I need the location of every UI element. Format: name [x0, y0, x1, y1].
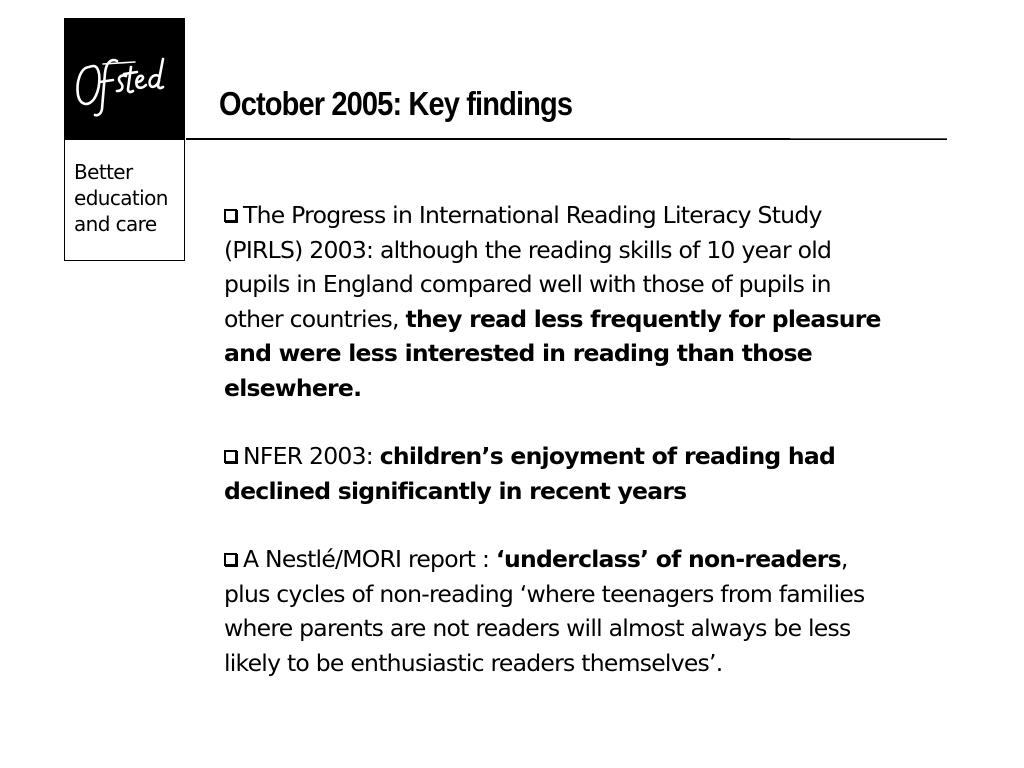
- logo-tagline: [74, 159, 182, 237]
- tagline-line: and care: [74, 212, 157, 236]
- finding-text: ,: [840, 545, 848, 573]
- finding-text: NFER 2003:: [243, 442, 380, 470]
- finding-nfer: [224, 439, 972, 508]
- title-divider-end: [790, 138, 947, 139]
- finding-emphasis: and were less interested in reading than those: [224, 339, 812, 367]
- slide-title: October 2005: Key findings: [219, 85, 573, 122]
- checkbox-square-icon: [224, 209, 237, 222]
- ofsted-logo: [64, 18, 185, 261]
- finding-text: pupils in England compared well with those of pupils in: [224, 270, 831, 298]
- finding-emphasis: children’s enjoyment of reading had: [379, 442, 836, 470]
- finding-emphasis: they read less frequently for pleasure: [405, 304, 881, 333]
- checkbox-square-icon: [224, 553, 237, 566]
- tagline-line: Better: [74, 160, 133, 184]
- finding-text: likely to be enthusiastic readers themselves’.: [224, 648, 723, 677]
- ofsted-wordmark: [73, 49, 177, 119]
- logo-black-panel: [65, 19, 184, 140]
- tagline-line: education: [74, 186, 168, 210]
- finding-text: The Progress in International Reading Literacy Study: [243, 201, 822, 229]
- finding-text: A Nestlé/MORI report :: [243, 545, 496, 573]
- checkbox-square-icon: [224, 450, 237, 463]
- finding-text: plus cycles of non-reading ‘where teenagers from families: [224, 579, 865, 608]
- finding-text: where parents are not readers will almost always be less: [224, 614, 851, 642]
- finding-pirls: [224, 198, 972, 405]
- finding-emphasis: elsewhere.: [224, 373, 362, 402]
- finding-text: other countries,: [224, 304, 406, 333]
- finding-emphasis: declined significantly in recent years: [224, 476, 687, 505]
- finding-nestle-mori: [224, 542, 972, 680]
- finding-emphasis: ‘underclass’ of non-readers: [495, 545, 841, 573]
- finding-text: (PIRLS) 2003: although the reading skills of 10 year old: [224, 235, 832, 264]
- findings-list: [224, 198, 972, 714]
